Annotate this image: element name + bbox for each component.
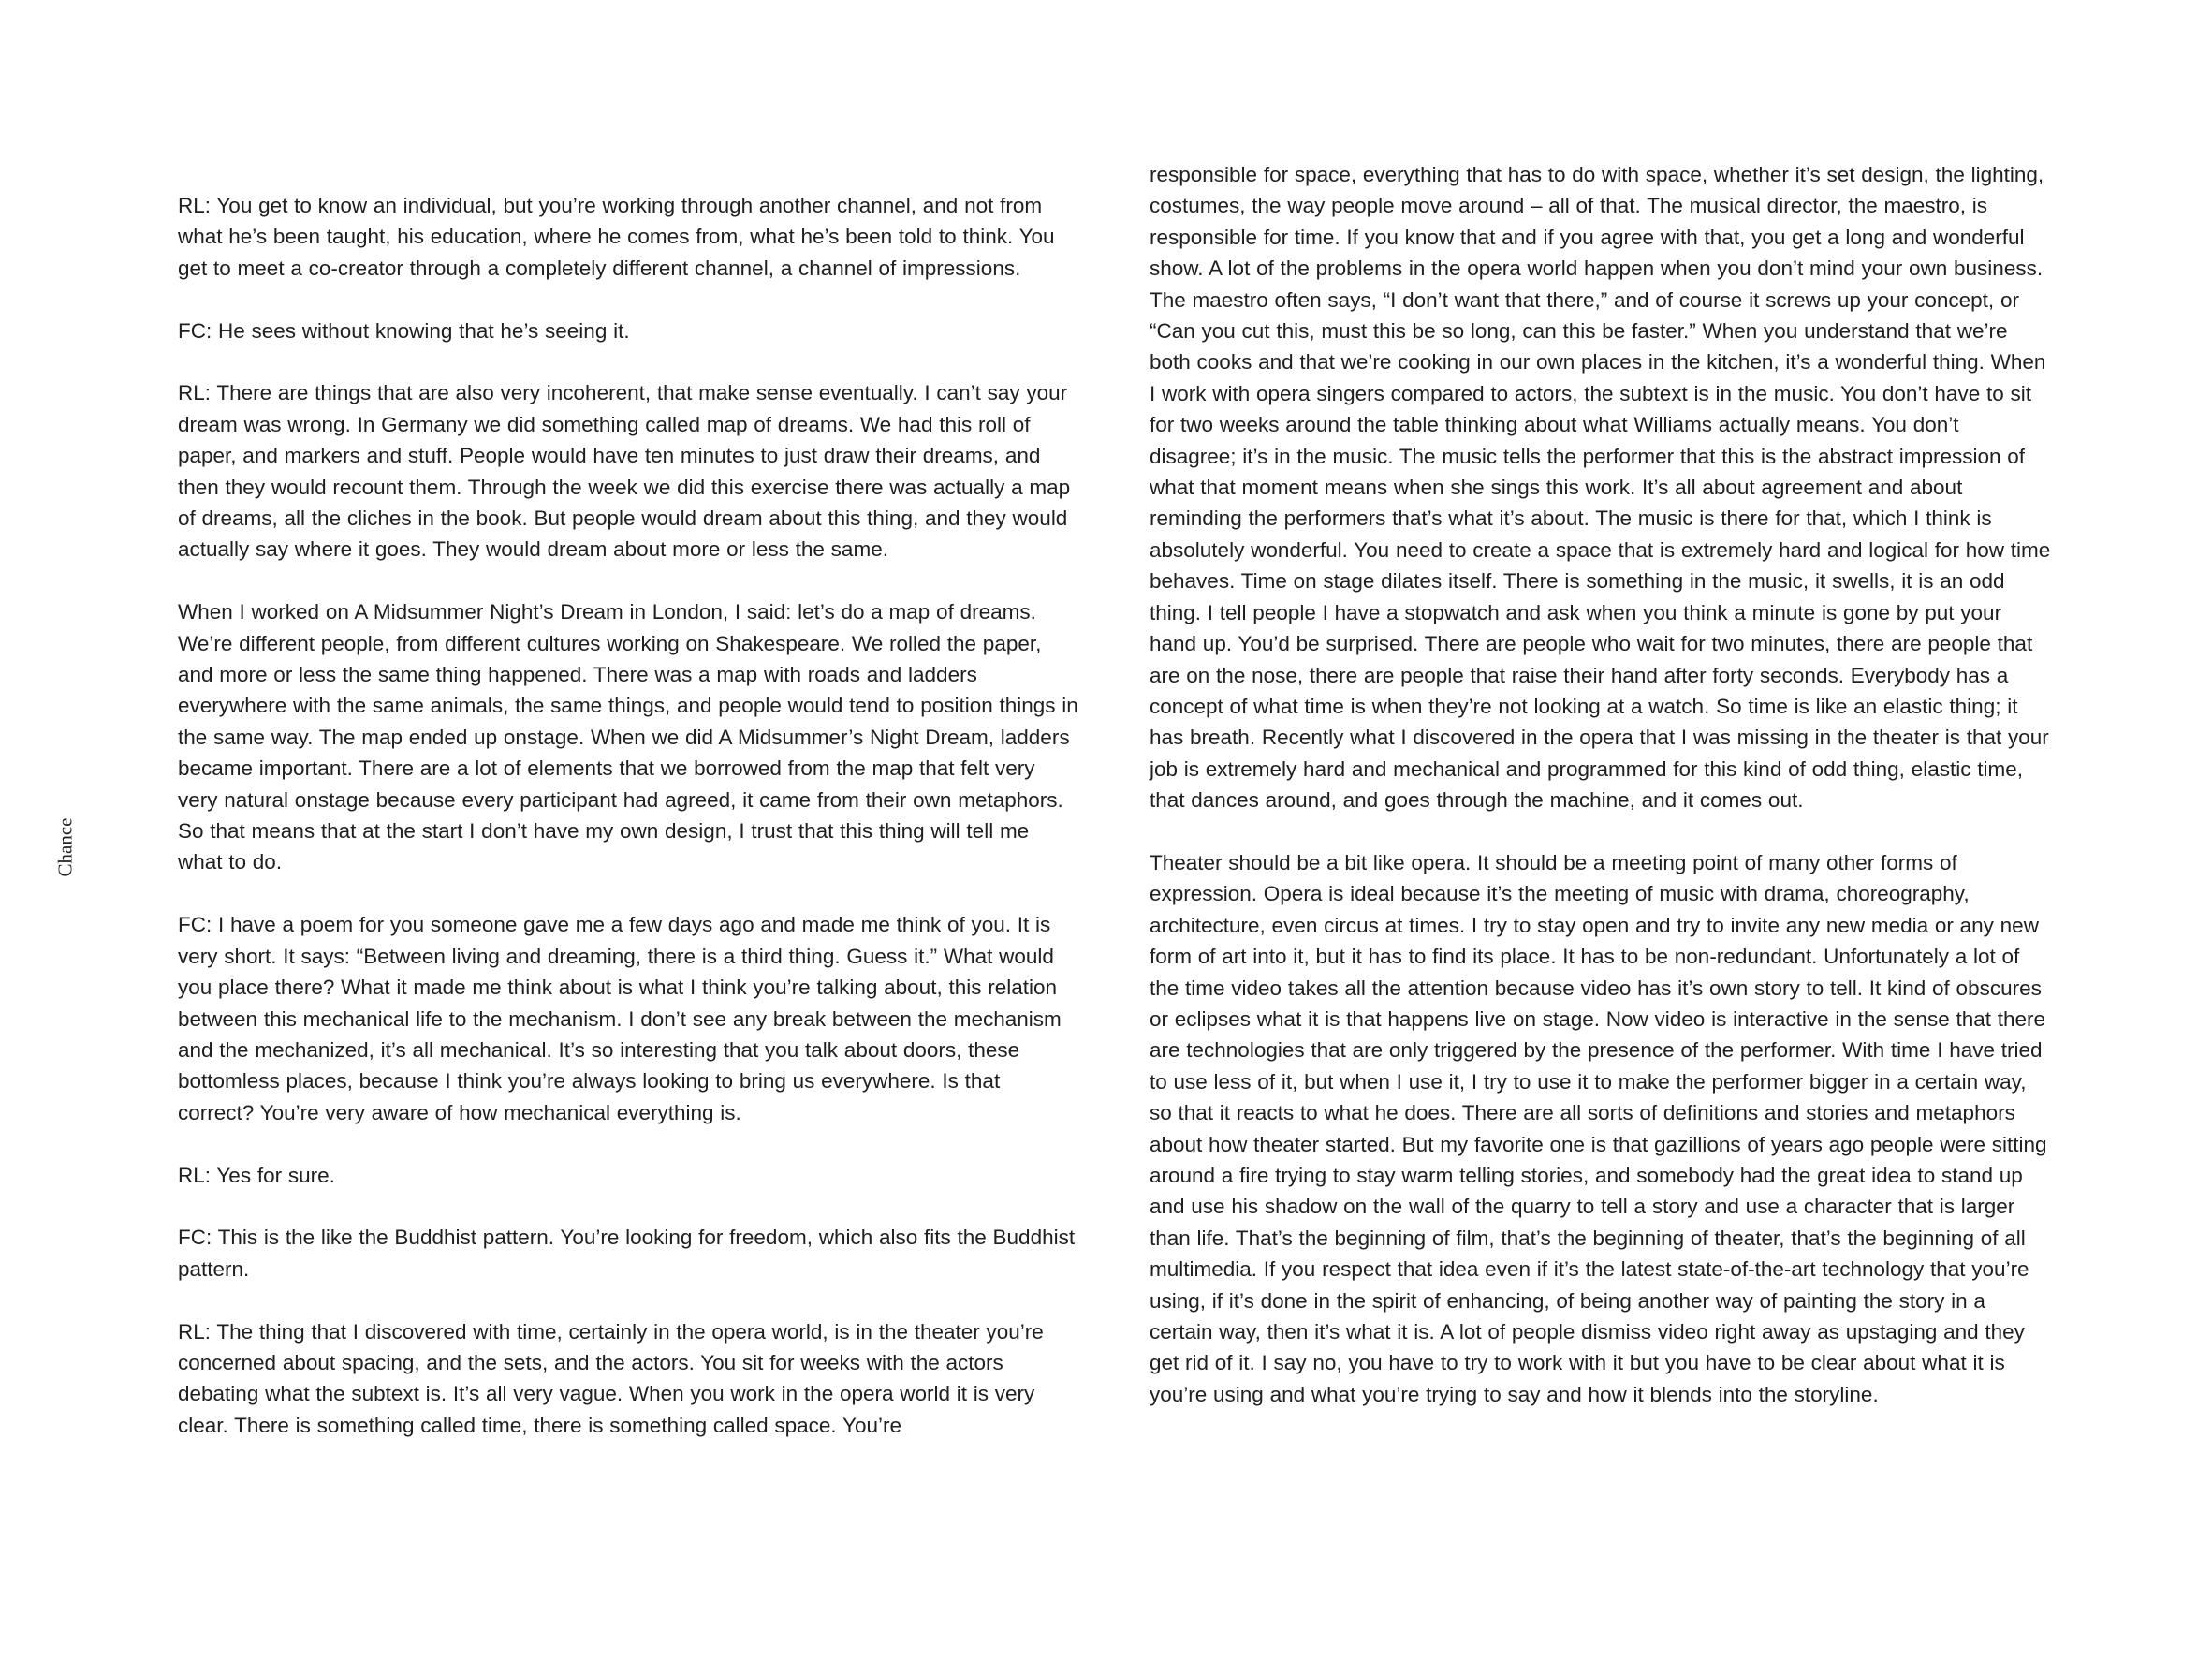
right-paragraph-2: Theater should be a bit like opera. It should be a meeting point of many other forms of expression. Opera is ideal because it’s the meeting of music with drama, choreography, architecture, even circus at times. I try to stay open and try to invite any new media or any new form of art into it, but it has to find its place. It has to be non-redundant. Unfortunately a lot of the time video takes all the attention because video has it’s own story to tell. It kind of obscures or eclipses what it is that happens live on stage. Now video is interactive in the sense that there are technologies that are only triggered by the presence of the performer. With time I have tried to use less of it, but when I use it, I try to use it to make the performer bigger in a certain way, so that it reacts to what he does. There are all sorts of definitions and stories and metaphors about how theater started. But my favorite one is that gazillions of years ago people were sitting around a fire trying to stay warm telling stories, and somebody had the great idea to stand up and use his shadow on the wall of the quarry to tell a story and use a character that is larger than life. That’s the beginning of film, that’s the beginning of theater, that’s the beginning of all multimedia. If you respect that idea even if it’s the latest state-of-the-art technology that you’re using, if it’s done in the spirit of enhancing, of being another way of painting the story in a certain way, then it’s what it is. A lot of people dismiss video right away as upstaging and they get rid of it. I say no, you have to try to work with it but you have to be clear about what it is you’re using and what you’re trying to say and how it blends into the storyline. [1150, 850, 2047, 1406]
running-head-text: Chance [53, 817, 77, 877]
left-paragraph-3: RL: There are things that are also very incoherent, that make sense eventually. I can’t say your dream was wrong. In Germany we did something called map of dreams. We had this roll of paper, and markers and stuff. People would have ten minutes to just draw their dreams, and then they would recount them. Through the week we did this exercise there was actually a map of dreams, all the cliches in the book. But people would dream about this thing, and they would actually say where it goes. They would dream about more or less the same. [178, 381, 1071, 562]
left-paragraph-4: When I worked on A Midsummer Night’s Dream in London, I said: let’s do a map of dreams. We’re different people, from different cultures working on Shakespeare. We rolled the paper, and more or less the same thing happened. There was a map with roads and ladders everywhere with the same animals, the same things, and people would tend to position things in the same way. The map ended up onstage. When we did A Midsummer’s Night Dream, ladders became important. There are a lot of elements that we borrowed from the map that felt very very natural onstage because every participant had agreed, it came from their own metaphors. So that means that at the start I don’t have my own design, I trust that this thing will tell me what to do. [178, 600, 1078, 874]
left-paragraph-5: FC: I have a poem for you someone gave me a few days ago and made me think of you. It is very short. It says: “Between living and dreaming, there is a third thing. Guess it.” What would you place there? What it made me think about is what I think you’re talking about, this relation between this mechanical life to the mechanism. I don’t see any break between the mechanism and the mechanized, it’s all mechanical. It’s so interesting that you talk about doors, these bottomless places, because I think you’re always looking to bring us everywhere. Is that correct? You’re very aware of how mechanical everything is. [178, 913, 1062, 1124]
left-paragraph-1: RL: You get to know an individual, but you’re working through another channel, and not from what he’s been taught, his education, where he comes from, what he’s been told to think. You get to meet a co-creator through a completely different channel, a channel of impressions. [178, 194, 1055, 280]
left-paragraph-6: RL: Yes for sure. [178, 1163, 335, 1187]
right-column [1150, 159, 2051, 1410]
right-paragraph-1: responsible for space, everything that has to do with space, whether it’s set design, the lighting, costumes, the way people move around – all of that. The musical director, the maestro, is responsible for time. If you know that and if you agree with that, you get a long and wonderful show. A lot of the problems in the opera world happen when you don’t mind your own business. The maestro often says, “I don’t want that there,” and of course it screws up your concept, or “Can you cut this, must this be so long, can this be faster.” When you understand that we’re both cooks and that we’re cooking in our own places in the kitchen, it’s a wonderful thing. When I work with opera singers compared to actors, the subtext is in the music. You don’t have to sit for two weeks around the table thinking about what Williams actually means. You don’t disagree; it’s in the music. The music tells the performer that this is the abstract impression of what that moment means when she sings this work. It’s all about agreement and about reminding the performers that’s what it’s about. The music is there for that, which I think is absolutely wonderful. You need to create a space that is extremely hard and logical for how time behaves. Time on stage dilates itself. There is something in the music, it swells, it is an odd thing. I tell people I have a stopwatch and ask when you think a minute is gone by put your hand up. You’d be surprised. There are people who wait for two minutes, there are people that are on the nose, there are people that raise their hand after forty seconds. Everybody has a concept of what time is when they’re not looking at a watch. So time is like an elastic thing; it has breath. Recently what I discovered in the opera that I was missing in the theater is that your job is extremely hard and mechanical and programmed for this kind of odd thing, elastic time, that dances around, and goes through the machine, and it comes out. [1150, 163, 2051, 813]
left-column [178, 190, 1079, 1441]
left-paragraph-7: FC: This is the like the Buddhist pattern. You’re looking for freedom, which also fits the Buddhist pattern. [178, 1226, 1076, 1281]
left-paragraph-2: FC: He sees without knowing that he’s seeing it. [178, 318, 630, 343]
left-paragraph-8: RL: The thing that I discovered with time, certainly in the opera world, is in the theater you’re concerned about spacing, and the sets, and the actors. You sit for weeks with the actors debating what the subtext is. It’s all very vague. When you work in the opera world it is very clear. There is something called time, there is something called space. You’re [178, 1319, 1044, 1437]
